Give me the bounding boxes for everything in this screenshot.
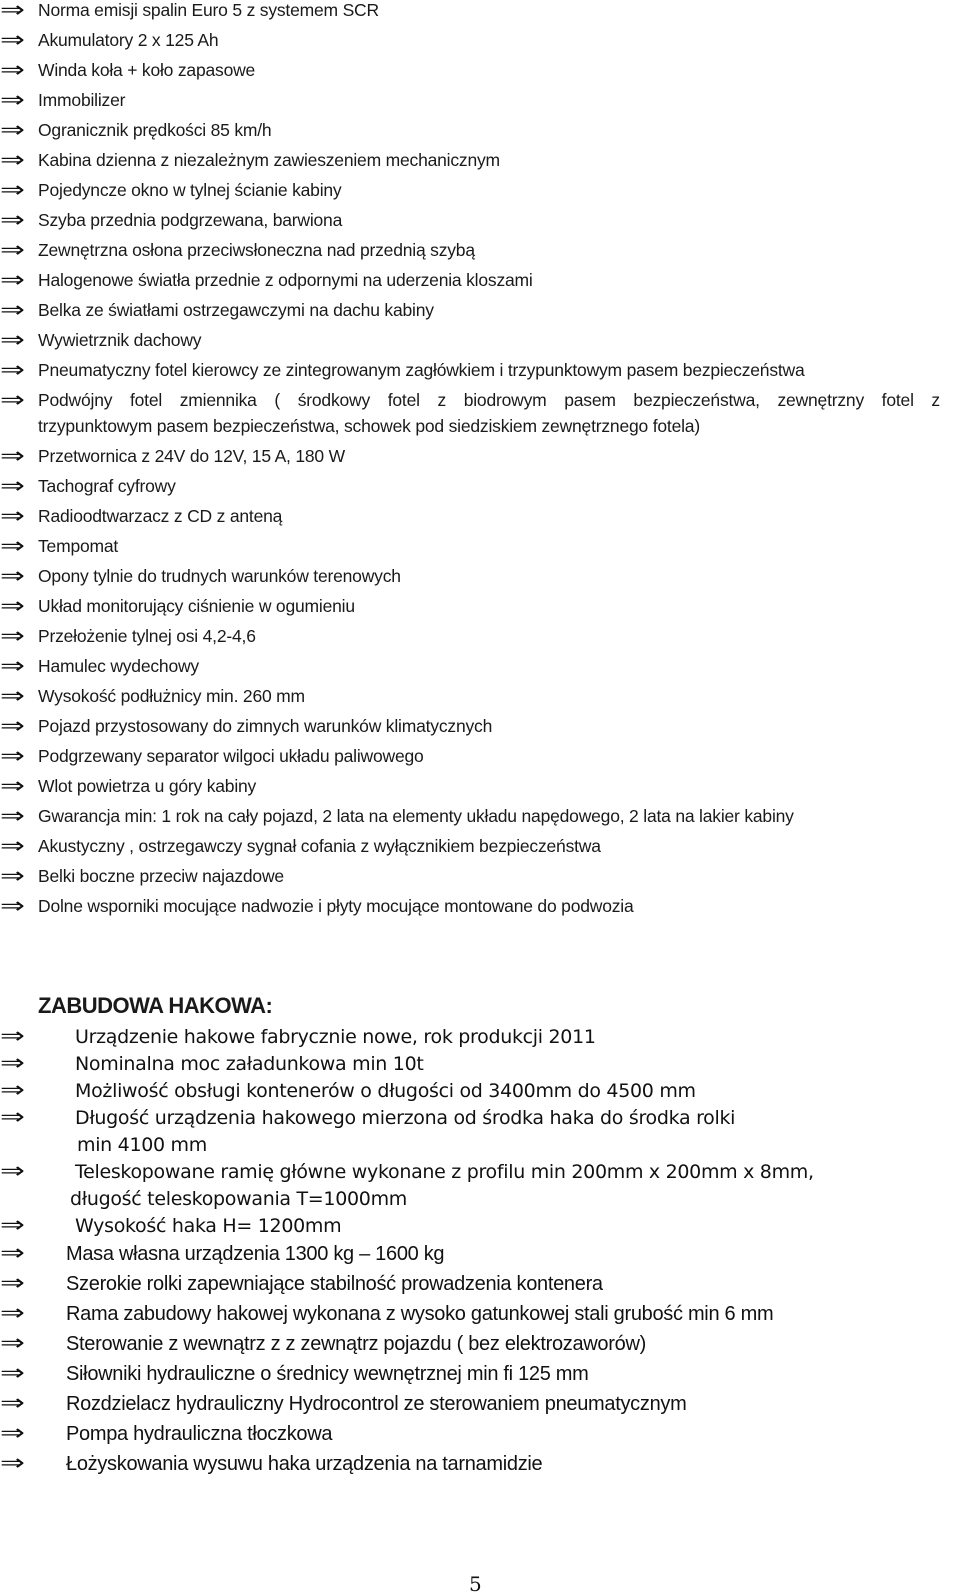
arrow-icon: ⇒: [0, 774, 25, 799]
arrow-icon: ⇒: [0, 894, 25, 919]
arrow-icon: ⇒: [0, 328, 25, 353]
arrow-icon: ⇒: [0, 118, 25, 143]
arrow-icon: ⇒: [0, 594, 25, 619]
arrow-icon: ⇒: [0, 178, 25, 203]
arrow-icon: ⇒: [0, 804, 25, 829]
arrow-icon: ⇒: [0, 1078, 25, 1103]
arrow-icon: ⇒: [0, 0, 25, 23]
arrow-icon: ⇒: [0, 58, 25, 83]
arrow-icon: ⇒: [0, 624, 25, 649]
arrow-icon: ⇒: [0, 1271, 25, 1296]
arrow-icon: ⇒: [0, 1213, 25, 1238]
arrow-icon: ⇒: [0, 534, 25, 559]
arrow-icon: ⇒: [0, 504, 25, 529]
arrow-icon: ⇒: [0, 1451, 25, 1476]
arrow-icon: ⇒: [0, 654, 25, 679]
arrow-icon: ⇒: [0, 298, 25, 323]
arrow-icon: ⇒: [0, 1301, 25, 1326]
arrow-icon: ⇒: [0, 864, 25, 889]
arrow-icon: ⇒: [0, 1241, 25, 1266]
arrow-icon: ⇒: [0, 1391, 25, 1416]
arrow-icon: ⇒: [0, 1331, 25, 1356]
arrow-icon: ⇒: [0, 1105, 25, 1130]
arrow-icon: ⇒: [0, 1159, 25, 1184]
arrow-icon: ⇒: [0, 714, 25, 739]
page-number: 5: [469, 1572, 482, 1596]
arrow-icon: ⇒: [0, 444, 25, 469]
arrow-icon: ⇒: [0, 1024, 25, 1049]
arrow-icon: ⇒: [0, 1051, 25, 1076]
arrow-icon: ⇒: [0, 1361, 25, 1386]
section-heading: ZABUDOWA HAKOWA:: [38, 993, 273, 1018]
arrow-icon: ⇒: [0, 684, 25, 709]
arrow-icon: ⇒: [0, 474, 25, 499]
arrow-icon: ⇒: [0, 358, 25, 383]
arrow-icon: ⇒: [0, 238, 25, 263]
arrow-icon: ⇒: [0, 744, 25, 769]
arrow-icon: ⇒: [0, 834, 25, 859]
arrow-icon: ⇒: [0, 1421, 25, 1446]
arrow-icon: ⇒: [0, 388, 25, 413]
arrow-icon: ⇒: [0, 28, 25, 53]
arrow-icon: ⇒: [0, 88, 25, 113]
arrow-icon: ⇒: [0, 148, 25, 173]
arrow-icon: ⇒: [0, 564, 25, 589]
arrow-icon: ⇒: [0, 208, 25, 233]
arrow-icon: ⇒: [0, 268, 25, 293]
